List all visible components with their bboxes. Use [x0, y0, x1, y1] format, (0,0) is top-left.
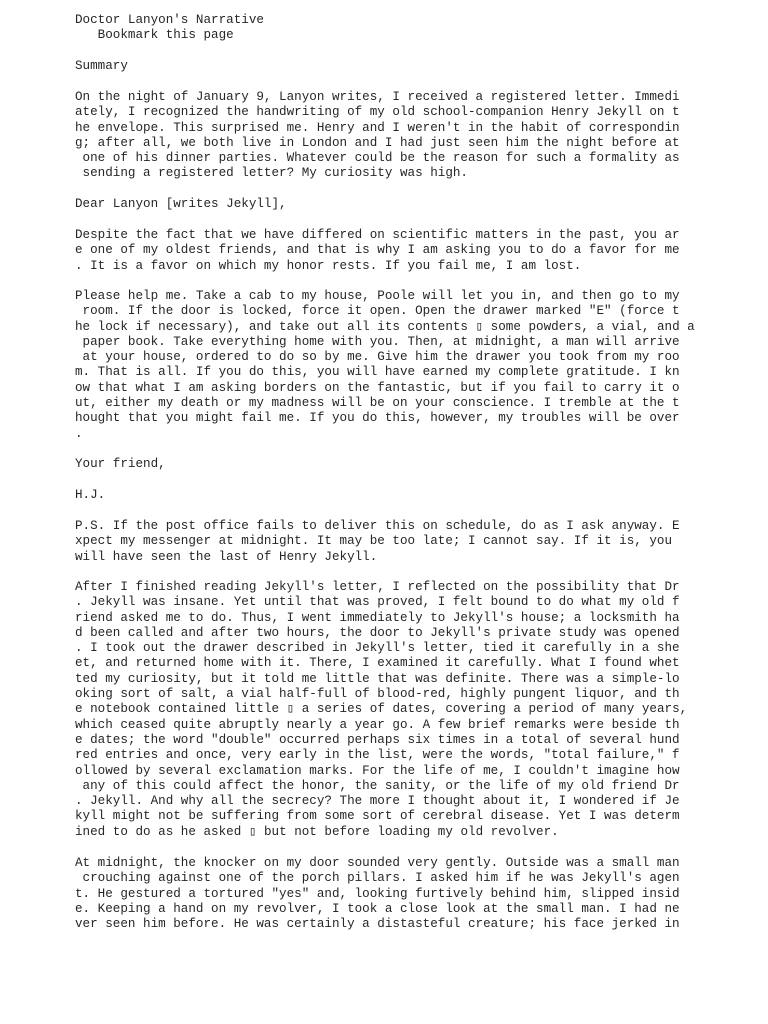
paragraph: At midnight, the knocker on my door sounded very gently. Outside was a small man crouching against one of the porch pillars. I asked him if he was Jekyll's agen t. He gestured a tortured "yes" and, looking furtively behind him, slipped insid e. Keeping a hand on my revolver, I took a close look at the small man. I had ne ver seen him before. He was certainly a distasteful creature; his face jerked in [75, 856, 680, 932]
letter-initials: H.J. [75, 488, 106, 502]
section-heading: Summary [75, 59, 128, 73]
page-title: Doctor Lanyon's Narrative [75, 13, 264, 27]
paragraph: On the night of January 9, Lanyon writes, I received a registered letter. Immedi ately, I recognized the handwriting of my old school-companion Henry Jekyll on t he envelope. This surprised me. Henry and I weren't in the habit of correspondin g; after all, we both live in London and I had just seen him the night before at one of his dinner parties. Whatever could be the reason for such a formality as sending a registered letter? My curiosity was high. [75, 90, 680, 181]
paragraph: Please help me. Take a cab to my house, Poole will let you in, and then go to my room. If the door is locked, force it open. Open the drawer marked "E" (force t he lock if necessary), and take out all its contents ▯ some powders, a vial, and a paper book. Take everything home with you. Then, at midnight, a man will arrive at your house, ordered to do so by me. Give him the drawer you took from my roo m. That is all. If you do this, you will have earned my complete gratitude. I kn ow that what I am asking borders on the fantastic, but if you fail to carry it o ut, either my death or my madness will be on your conscience. I tremble at the t hought that you might fail me. If you do this, however, my troubles will be over . [75, 289, 695, 441]
postscript: P.S. If the post office fails to deliver this on schedule, do as I ask anyway. E xpect my messenger at midnight. It may be too late; I cannot say. If it is, you will have seen the last of Henry Jekyll. [75, 519, 680, 564]
letter-salutation: Dear Lanyon [writes Jekyll], [75, 197, 287, 211]
paragraph: After I finished reading Jekyll's letter, I reflected on the possibility that Dr . Jekyll was insane. Yet until that was proved, I felt bound to do what my old f riend asked me to do. Thus, I went immediately to Jekyll's house; a locksmith ha d been called and after two hours, the door to Jekyll's private study was opened . I took out the drawer described in Jekyll's letter, tied it carefully in a she et, and returned home with it. There, I examined it carefully. What I found whet ted my curiosity, but it told me little that was definite. There was a simple-lo oking sort of salt, a vial half-full of blood-red, highly pungent liquor, and th e notebook contained little ▯ a series of dates, covering a period of many years, which ceased quite abruptly nearly a year go. A few brief remarks were beside th e dates; the word "double" occurred perhaps six times in a total of several hund red entries and once, very early in the list, were the words, "total failure," f ollowed by several exclamation marks. For the life of me, I couldn't imagine how any of this could affect the honor, the sanity, or the life of my old friend Dr . Jekyll. And why all the secrecy? The more I thought about it, I wondered if Je kyll might not be suffering from some sort of cerebral disease. Yet I was determ ined to do as he asked ▯ but not before loading my old revolver. [75, 580, 688, 839]
bookmark-link[interactable]: Bookmark this page [75, 28, 234, 42]
letter-closing: Your friend, [75, 457, 166, 471]
paragraph: Despite the fact that we have differed on scientific matters in the past, you ar e one of my oldest friends, and that is why I am asking you to do a favor for me . It is a favor on which my honor rests. If you fail me, I am lost. [75, 228, 680, 273]
